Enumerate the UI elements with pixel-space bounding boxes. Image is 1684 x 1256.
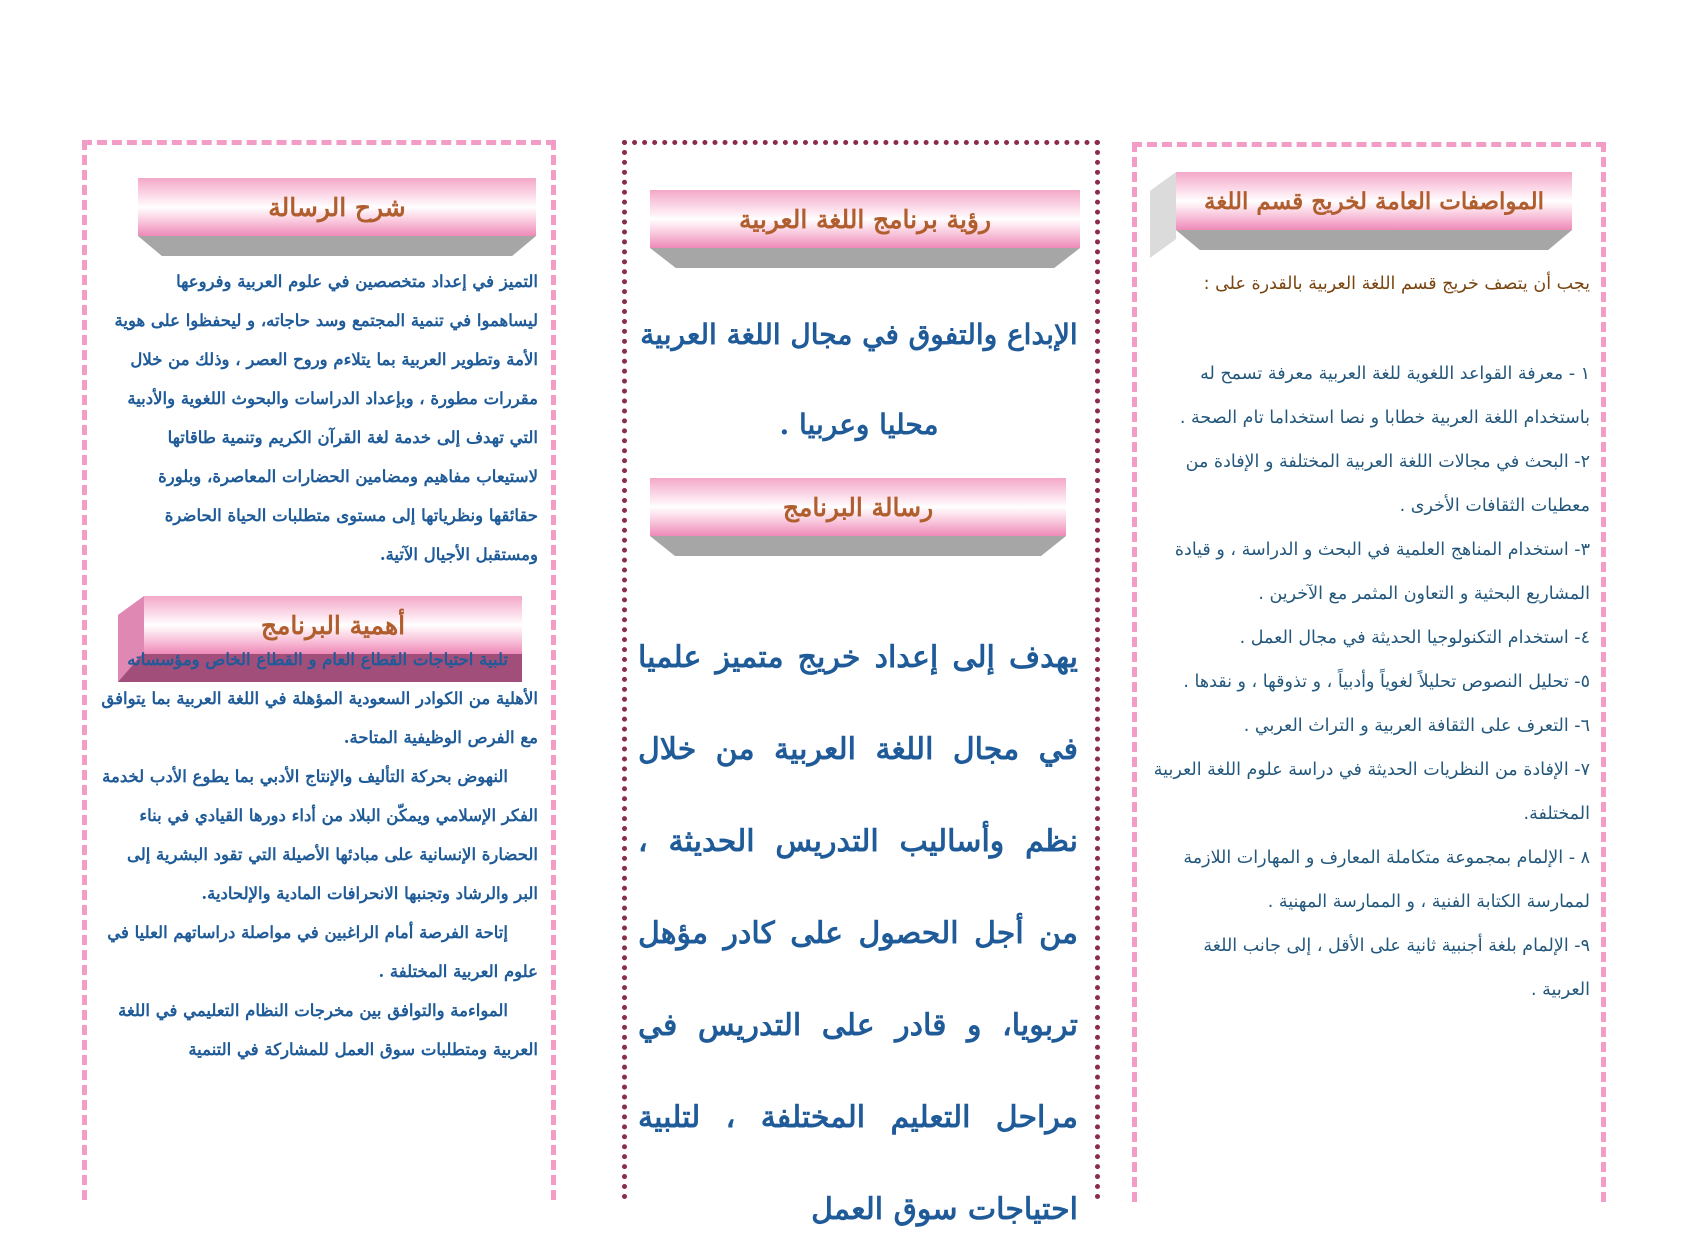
importance-item: إتاحة الفرصة أمام الراغبين في مواصلة دراساتهم العليا في علوم العربية المختلفة . [107, 923, 538, 981]
importance-heading: أهمية البرنامج [144, 596, 522, 654]
mission-text: التميز في إعداد متخصصين في علوم العربية وفروعها ليساهموا في تنمية المجتمع وسد حاجاته، و ليحفظوا على هوية الأمة وتطوير العربية بما يتلاءم وروح العصر ، وذلك من خلال مقررات مطورة ، وبإعداد الدراسات والبحوث اللغوية والأدبية التي تهدف إلى خدمة لغة القرآن الكريم وتنمية طاقاتها لاستيعاب مفاهيم ومضامين الحضارات المعاصرة، وبلورة حقائقها ونظرياتها إلى مستوى متطلبات الحياة الحاضرة ومستقبل الأجيال الآتية. [114, 272, 538, 564]
graduate-heading: المواصفات العامة لخريج قسم اللغة [1176, 172, 1572, 230]
graduate-item: ٤- استخدام التكنولوجيا الحديثة في مجال العمل . [1239, 628, 1590, 648]
vision-text [640, 290, 1078, 470]
graduate-item: ٣- استخدام المناهج العلمية في البحث و الدراسة ، و قيادة المشاريع البحثية و التعاون المثمر مع الآخرين . [1174, 540, 1590, 604]
importance-item: النهوض بحركة التأليف والإنتاج الأدبي بما يطوع الأدب لخدمة الفكر الإسلامي ويمكّن البلاد من أداء دورها القيادي في بناء الحضارة الإنسانية على مبادئها الأصيلة التي تقود البشرية إلى البر والرشاد وتجنبها الانحرافات المادية والإلحادية. [102, 767, 538, 903]
vision-line: محليا وعربيا . [779, 408, 939, 441]
graduate-item: ٥- تحليل النصوص تحليلاً لغوياً وأدبياً ، و تذوقها ، و نقدها . [1183, 672, 1590, 692]
graduate-item: ٨ - الإلمام بمجموعة متكاملة المعارف و المهارات اللازمة لممارسة الكتابة الفنية ، و الممارسة المهنية . [1183, 848, 1590, 912]
graduate-item: ١ - معرفة القواعد اللغوية للغة العربية معرفة تسمح له باستخدام اللغة العربية خطابا و نصا استخداما تام الصحة . [1179, 364, 1590, 428]
banner-shadow [650, 536, 1066, 556]
banner-shadow [650, 248, 1080, 268]
graduate-list [1150, 352, 1590, 1012]
graduate-item: ٦- التعرف على الثقافة العربية و التراث العربي . [1243, 716, 1590, 736]
banner-shadow [1176, 230, 1572, 250]
importance-item: المواءمة والتوافق بين مخرجات النظام التعليمي في اللغة العربية ومتطلبات سوق العمل للمشاركة في التنمية [118, 1001, 538, 1059]
importance-list [100, 640, 538, 1069]
graduate-heading-banner [1176, 172, 1572, 258]
vision-heading-banner [650, 190, 1080, 276]
graduate-item: ٢- البحث في مجالات اللغة العربية المختلفة و الإفادة من معطيات الثقافات الأخرى . [1185, 452, 1590, 516]
graduate-item: ٧- الإفادة من النظريات الحديثة في دراسة علوم اللغة العربية المختلفة. [1153, 760, 1590, 824]
message-heading: رسالة البرنامج [650, 478, 1066, 536]
mission-heading: شرح الرسالة [138, 178, 536, 236]
graduate-intro: يجب أن يتصف خريج قسم اللغة العربية بالقدرة على : [1203, 274, 1590, 294]
banner-shadow [138, 236, 536, 256]
importance-item: تلبية احتياجات القطاع العام و القطاع الخاص ومؤسساته الأهلية من الكوادر السعودية المؤهلة في اللغة العربية بما يتوافق مع الفرص الوظيفية المتاحة. [101, 650, 538, 747]
message-text: يهدف إلى إعداد خريج متميز علميا في مجال اللغة العربية من خلال نظم وأساليب التدريس الحديثة ، من أجل الحصول على كادر مؤهل تربويا، و قادر على التدريس في مراحل التعليم المختلفة ، لتلبية احتياجات سوق العمل [638, 640, 1078, 1227]
graduate-item: ٩- الإلمام بلغة أجنبية ثانية على الأقل ، إلى جانب اللغة العربية . [1203, 936, 1590, 1000]
vision-heading: رؤية برنامج اللغة العربية [650, 190, 1080, 248]
vision-line: الإبداع والتفوق في مجال اللغة العربية [640, 318, 1078, 351]
message-heading-banner [650, 478, 1066, 564]
mission-heading-banner [138, 178, 536, 264]
